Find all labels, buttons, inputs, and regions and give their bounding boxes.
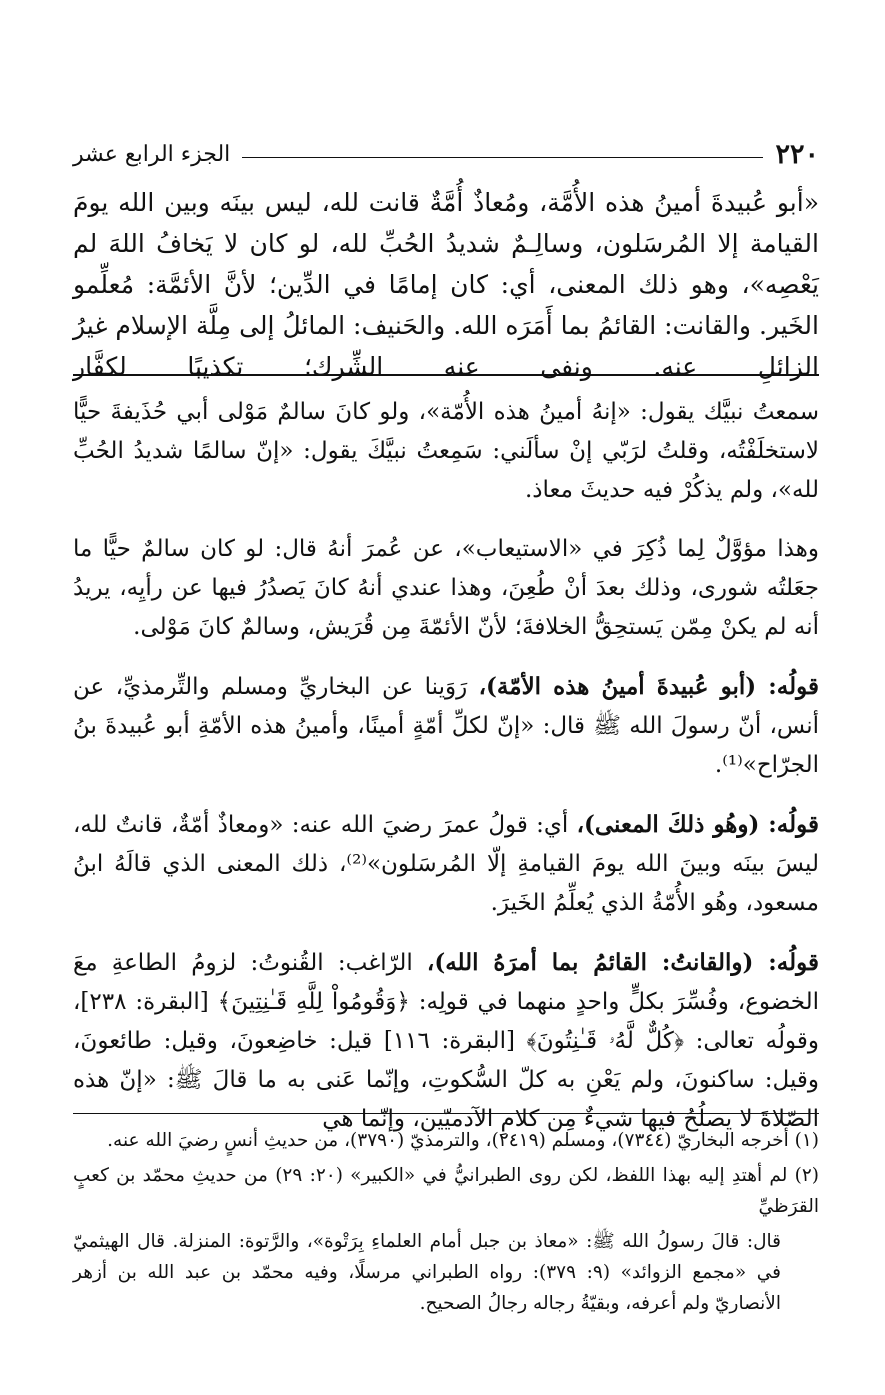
- footnote-1: (١) أخرجه البخاريّ (٧٣٤٤)، ومسلم (٢٤١٩)، والترمذيّ (٣٧٩٠)، من حديثِ أنسٍ رضيَ الله عنه.: [107, 1130, 819, 1151]
- footnote-divider: [73, 1113, 819, 1114]
- main-text: [73, 182, 819, 387]
- commentary: [73, 393, 819, 1139]
- commentary-lemma-3: قولُه: (أبو عُبيدةَ أمينُ هذه الأمّة)،: [478, 673, 819, 700]
- main-text-divider: [73, 374, 819, 376]
- commentary-lemma-5: قولُه: (والقانتُ: القائمُ بما أمرَهُ الله)،: [426, 949, 819, 976]
- commentary-paragraph-5: [73, 943, 819, 1139]
- header-rule: [242, 157, 763, 158]
- footnote-2: (٢) لم أهتدِ إليه بهذا اللفظ، لكن روى الطبرانيُّ في «الكبير» (٢٠: ٢٩) من حديثِ محمّد بن كعبٍ القرَظيِّ: [73, 1165, 819, 1217]
- footnote-2-continuation: قال: قالَ رسولُ الله ﷺ: «معاذ بن جبل أمام العلماءِ بِرَتْوة»، والرَّتوة: المنزلة. قال الهيثميّ في «مجمع الزوائد» (٩: ٣٧٩): رواه الطبراني مرسلًا، وفيه محمّد بن عبد الله بن أزهر الأنصاريّ ولم أعرفه، وبقيّةُ رجاله رجالُ الصحيح.: [73, 1231, 781, 1314]
- commentary-body-3: رَوَينا عن البخاريِّ ومسلم والتِّرمذيِّ، عن أنس، أنّ رسولَ الله ﷺ قال: «إنّ لكلِّ أمّةٍ أمينًا، وأمينُ هذه الأمّةِ أبو عُبيدةَ بنُ الجرّاح»⁽¹⁾.: [73, 674, 819, 778]
- commentary-body-5: الرّاغب: القُنوتُ: لزومُ الطاعةِ معَ الخضوع، وفُسِّرَ بكلٍّ واحدٍ منهما في قولِه: ﴿وَقُومُواْ لِلَّهِ قَـٰنِتِينَ﴾ [البقرة: ٢٣٨]، وقولُه تعالى: ﴿كُلٌّ لَّهُۥ قَـٰنِتُونَ﴾ [البقرة: ١١٦] قيل: خاضِعونَ، وقيل: طائعونَ، وقيل: ساكنونَ، ولم يَعْنِ به كلّ السُّكوتِ، وإنّما عَنى به ما قالَ ﷺ: «إنّ هذه الصّلاةَ لا يصلُحُ فيها شيءٌ مِن كلامِ الآدميّين، وإنّما هي: [73, 950, 819, 1132]
- commentary-paragraph-3: [73, 667, 819, 785]
- footnotes: [73, 1125, 819, 1319]
- page-number: ٢٢٠: [775, 138, 819, 170]
- commentary-paragraph-2: وهذا مؤوَّلٌ لِما ذُكِرَ في «الاستيعاب»، عن عُمرَ أنهُ قال: لو كان سالمٌ حيًّا ما جعَلتُه شورى، وذلك بعدَ أنْ طُعِنَ، وهذا عندي أنهُ كانَ يَصدُرُ فيها عن رأيِه، يريدُ أنه لم يكنْ مِمّن يَستحِقُّ الخلافةَ؛ لأنّ الأئمّةَ مِن قُرَيش، وسالمٌ كانَ مَوْلى.: [73, 536, 819, 640]
- page-header: [73, 133, 819, 175]
- running-title: الجزء الرابع عشر: [73, 141, 231, 167]
- commentary-paragraph-1: سمعتُ نبيَّك يقول: «إنهُ أمينُ هذه الأُمّة»، ولو كانَ سالمٌ مَوْلى أبي حُذَيفةَ حيًّا لاستخلَفْتُه، وقلتُ لرَبّي إنْ سألَني: سَمِعتُ نبيَّكَ يقول: «إنّ سالمًا شديدُ الحُبِّ لله»، ولم يذكُرْ فيه حديثَ معاذ.: [73, 399, 819, 503]
- main-text-paragraph: «أبو عُبيدةَ أمينُ هذه الأُمَّة، ومُعاذٌ أُمَّةٌ قانت لله، ليس بينَه وبين الله يومَ القيامة إلا المُرسَلون، وسالِـمٌ شديدُ الحُبِّ لله، لو كان لا يَخافُ اللهَ لم يَعْصِه»، وهو ذلك المعنى، أي: كان إمامًا في الدِّين؛ لأنَّ الأئمَّة: مُعلِّمو الخَير. والقانت: القائمُ بما أَمَرَه الله. والحَنيف: المائلُ إلى مِلَّة الإسلام غيرُ الزائلِ عنه. ونفى عنه الشِّرك؛ تكذيبًا لكفَّار: [73, 188, 819, 381]
- commentary-body-4: أي: قولُ عمرَ رضيَ الله عنه: «ومعاذٌ أمّةٌ، قانتٌ لله، ليسَ بينَه وبينَ الله يومَ القيامةِ إلّا المُرسَلون»⁽²⁾، ذلك المعنى الذي قالَهُ ابنُ مسعود، وهُو الأُمّةُ الذي يُعلِّمُ الخَيرَ.: [73, 812, 820, 916]
- commentary-lemma-4: قولُه: (وهُو ذلكَ المعنى)،: [576, 811, 819, 838]
- commentary-paragraph-4: [73, 805, 819, 923]
